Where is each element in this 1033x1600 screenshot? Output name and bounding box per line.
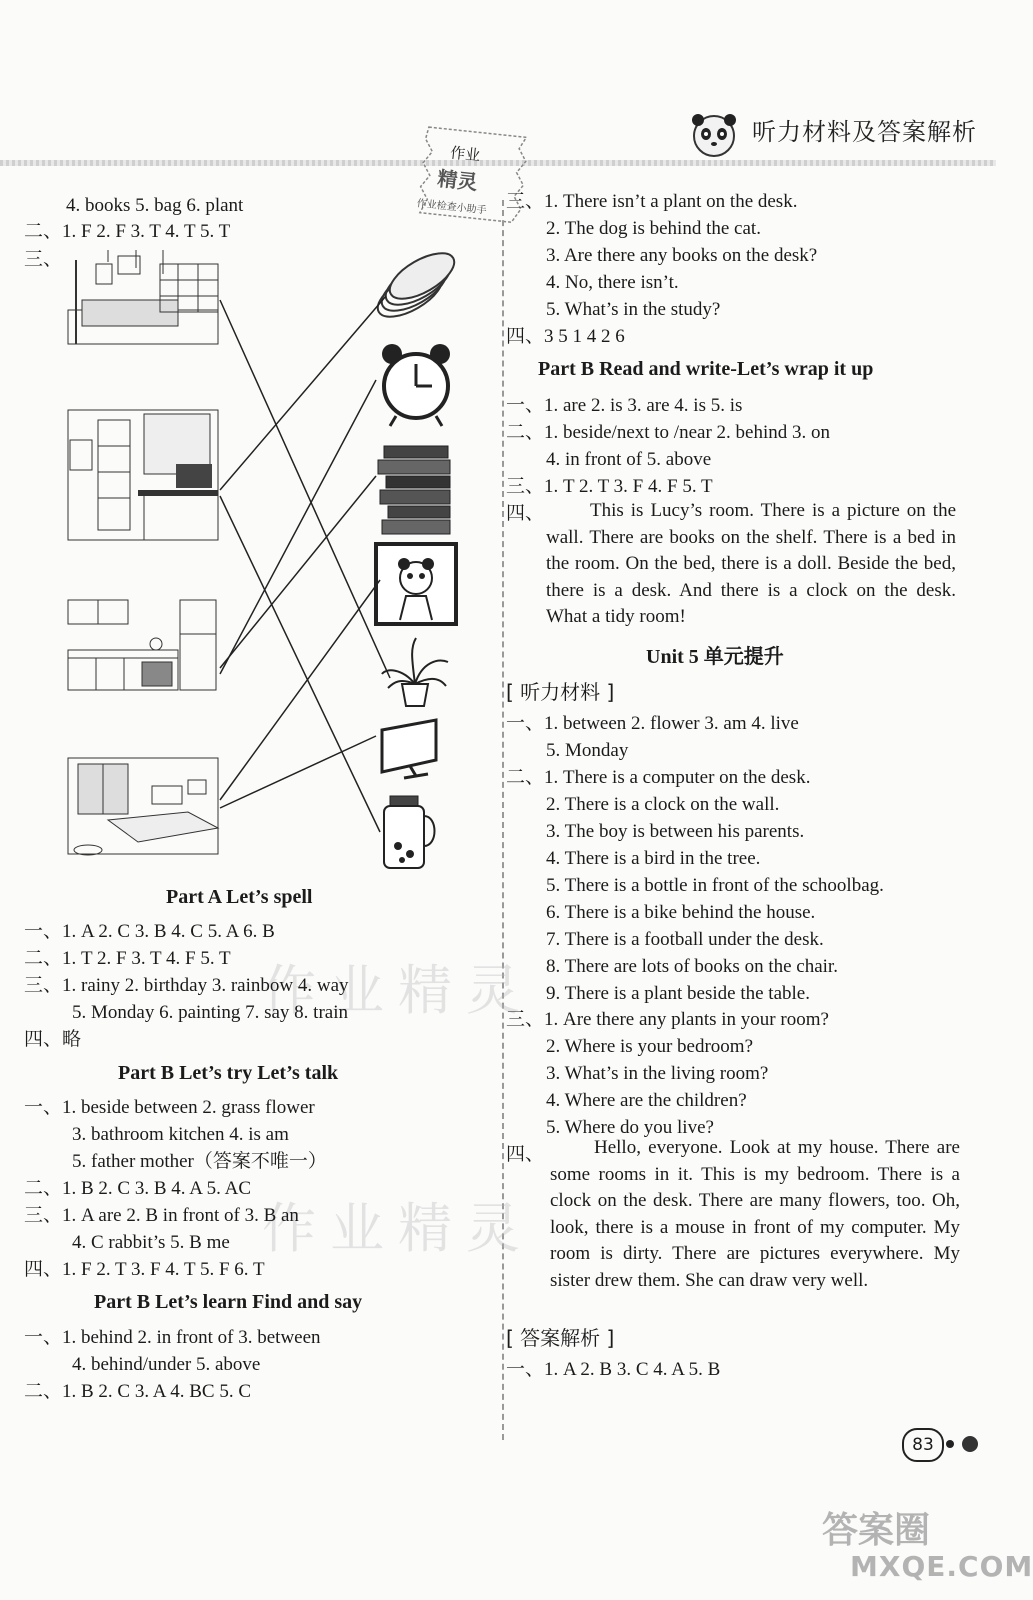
answer-line: 四、1. F 2. T 3. F 4. T 5. F 6. T (24, 1259, 265, 1280)
answer-line: 三、1. T 2. T 3. F 4. F 5. T (506, 476, 713, 497)
listening-line: 9. There is a plant beside the table. (546, 983, 810, 1004)
header-title: 听力材料及答案解析 (752, 118, 977, 146)
answer-line: 四、3 5 1 4 2 6 (506, 326, 625, 347)
answer-line: 3. Are there any books on the desk? (546, 245, 818, 266)
panda-frame-picture (376, 544, 456, 624)
listening-line: 5. Monday (546, 740, 629, 761)
study-room-picture (68, 410, 218, 540)
watermark: 作业精灵 (262, 959, 534, 1022)
answer-line: 一、1. beside between 2. grass flower (24, 1097, 315, 1118)
matching-lines (220, 296, 390, 832)
monitor-picture (382, 720, 436, 778)
answer-line: 三、1. There isn’t a plant on the desk. (506, 191, 798, 212)
listening-line: 2. Where is your bedroom? (546, 1036, 754, 1057)
answer-line: 二、1. B 2. C 3. A 4. BC 5. C (24, 1381, 251, 1402)
listening-line: 三、1. Are there any plants in your room? (506, 1009, 829, 1030)
answer-line: 二、1. beside/next to /near 2. behind 3. on (506, 422, 830, 443)
listening-line: 2. There is a clock on the wall. (546, 794, 780, 815)
section-heading: Part B Let’s try Let’s talk (118, 1062, 339, 1084)
answer-line: 三、1. A are 2. B in front of 3. B an (24, 1205, 299, 1226)
corner-logo: 答案圈 (822, 1510, 931, 1551)
listening-line: 6. There is a bike behind the house. (546, 902, 816, 923)
answer-line: 一、1. A 2. B 3. C 4. A 5. B (506, 1359, 721, 1380)
listening-line: 5. Where do you live? (546, 1117, 714, 1138)
answer-line: 一、1. behind 2. in front of 3. between (24, 1327, 321, 1348)
answer-line: 二、1. T 2. F 3. T 4. F 5. T (24, 948, 231, 969)
bedroom-picture (68, 758, 218, 855)
watermark: 作业精灵 (262, 1197, 534, 1260)
stamp-line3: 作业检查小助手 (416, 198, 487, 217)
matching-exercise (64, 240, 444, 880)
listening-line: 3. The boy is between his parents. (546, 821, 805, 842)
listening-line: 4. There is a bird in the tree. (546, 848, 761, 869)
section-heading: Part B Read and write-Let’s wrap it up (538, 358, 874, 380)
thermos-picture (384, 796, 435, 868)
listening-line: 7. There is a football under the desk. (546, 929, 824, 950)
answer-line: 4. in front of 5. above (546, 449, 712, 470)
house-paragraph: Hello, everyone. Look at my house. There are some rooms in it. This is my bedroom. There is a clock on the desk. There are many flowers, too. Oh, look, there is a mouse in front of my computer. My room is dirty. There are pictures everywhere. My sister drew them. She can draw very well. (550, 1137, 960, 1291)
answer-line: 一、1. A 2. C 3. B 4. C 5. A 6. B (24, 921, 275, 942)
listening-line: 5. There is a bottle in front of the schoolbag. (546, 875, 884, 896)
unit5-heading: Unit 5 单元提升 (646, 646, 784, 668)
answer-line: 三、 (24, 249, 63, 270)
plant-picture (382, 638, 448, 706)
corner-url: MXQE.COM (850, 1550, 1033, 1583)
section-heading: Part A Let’s spell (166, 886, 313, 908)
answer-line: 2. The dog is behind the cat. (546, 218, 761, 239)
page-dot (962, 1436, 978, 1452)
page-number: 83 (902, 1428, 944, 1462)
answer-line: 5. father mother（答案不唯一） (72, 1151, 327, 1172)
lucy-room-paragraph: This is Lucy’s room. There is a picture on the wall. There are books on the shelf. There is a bed in the room. On the bed, there is a doll. Beside the bed, there is a desk. And there is a clock on the desk. What a tidy room! (546, 500, 956, 627)
answer-line: 一、1. are 2. is 3. are 4. is 5. is (506, 395, 743, 416)
answer-line: 四、略 (24, 1029, 82, 1050)
listening-line: 四、 (506, 1144, 545, 1165)
answer-line: 5. Monday 6. painting 7. say 8. train (72, 1002, 348, 1023)
stamp-line1: 作业 (449, 145, 481, 165)
answer-line: 四、 (506, 503, 545, 524)
books-picture (378, 446, 450, 534)
answer-line: 三、1. rainy 2. birthday 3. rainbow 4. way (24, 975, 349, 996)
stamp-line2: 精灵 (436, 168, 479, 195)
alarm-clock-picture (382, 344, 450, 426)
living-room-picture (68, 250, 218, 344)
listening-line: 二、1. There is a computer on the desk. (506, 767, 811, 788)
answer-line: 二、1. F 2. F 3. T 4. T 5. T (24, 221, 231, 242)
answer-line: 4. C rabbit’s 5. B me (72, 1232, 230, 1253)
answer-line: 4. books 5. bag 6. plant (66, 195, 244, 216)
answer-analysis-label: [ 答案解析 ] (506, 1326, 615, 1350)
listening-line: 一、1. between 2. flower 3. am 4. live (506, 713, 799, 734)
answer-line: 4. No, there isn’t. (546, 272, 679, 293)
page-dot (946, 1440, 954, 1448)
answer-line: 4. behind/under 5. above (72, 1354, 261, 1375)
panda-mascot-icon (684, 108, 740, 160)
listening-material-label: [ 听力材料 ] (506, 680, 615, 704)
answer-line: 二、1. B 2. C 3. B 4. A 5. AC (24, 1178, 251, 1199)
listening-line: 8. There are lots of books on the chair. (546, 956, 838, 977)
answer-line: 5. What’s in the study? (546, 299, 721, 320)
kitchen-picture (68, 600, 216, 690)
listening-line: 4. Where are the children? (546, 1090, 747, 1111)
plates-picture (371, 244, 461, 326)
listening-line: 3. What’s in the living room? (546, 1063, 769, 1084)
section-heading: Part B Let’s learn Find and say (94, 1291, 363, 1313)
answer-line: 3. bathroom kitchen 4. is am (72, 1124, 289, 1145)
